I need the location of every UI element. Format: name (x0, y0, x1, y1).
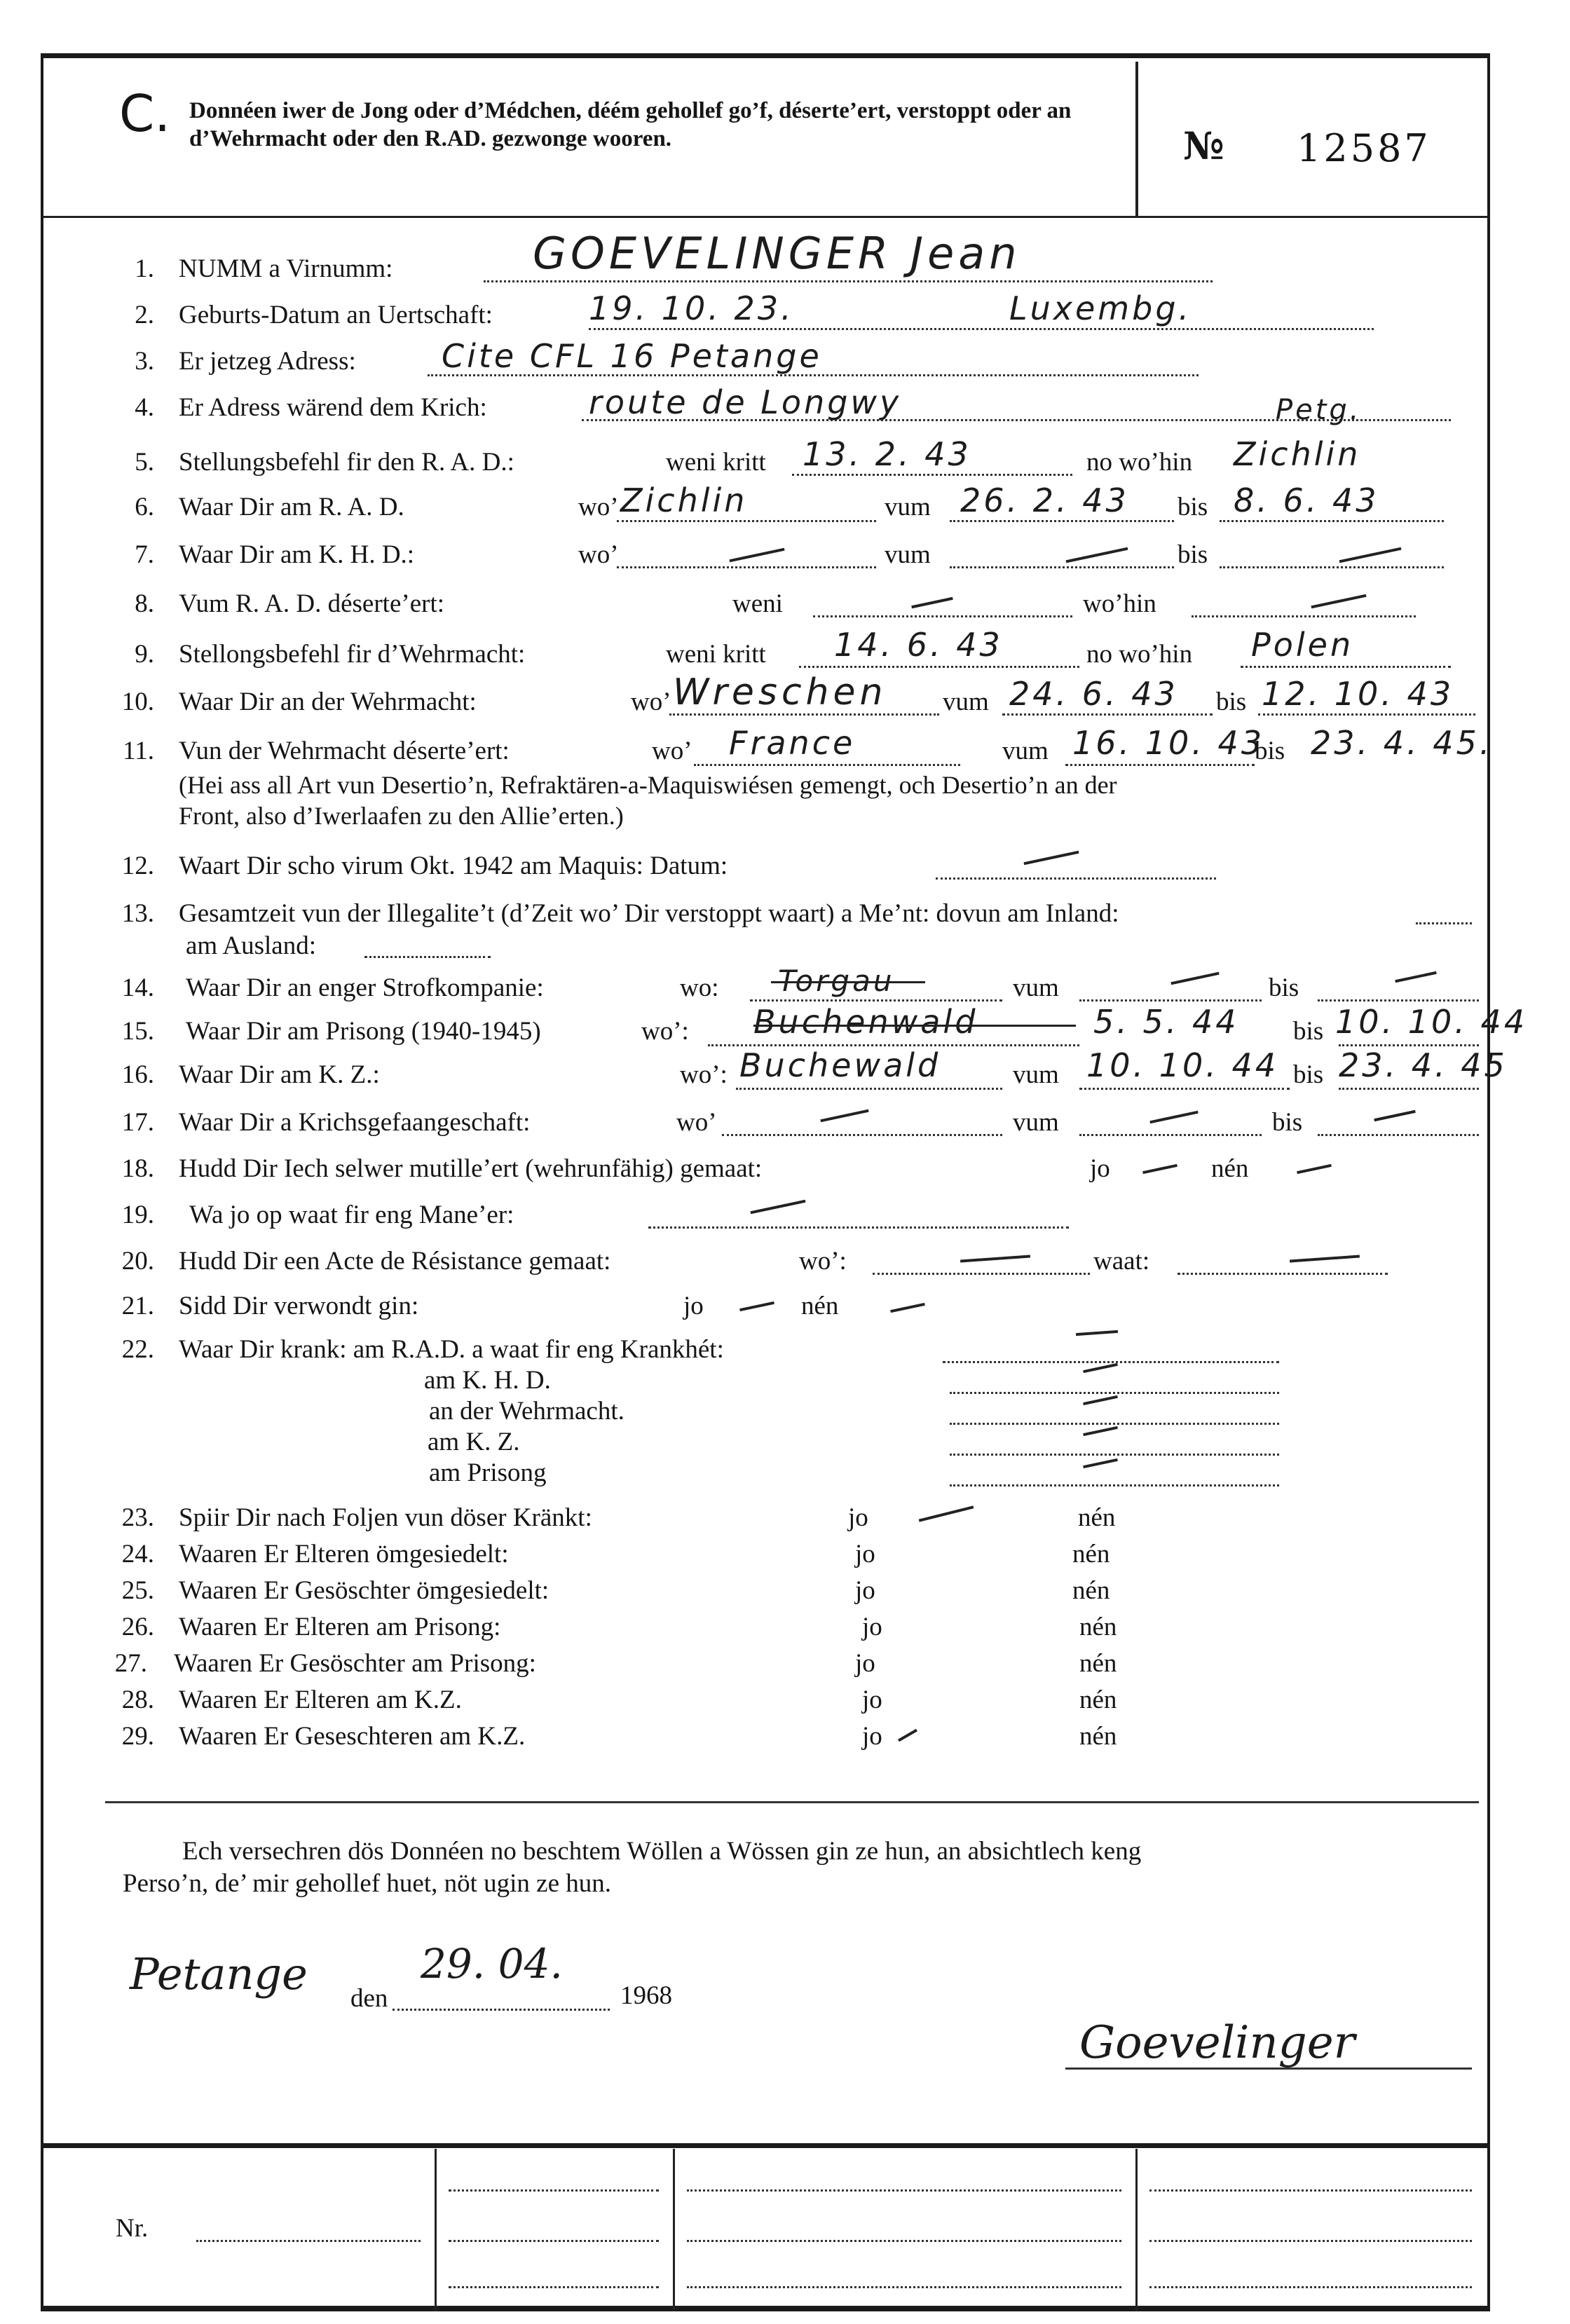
footer-column-divider (673, 2149, 675, 2311)
handwritten-rad-to: 8. 6. 43 (1234, 481, 1379, 519)
label-kz: Waar Dir am K. Z.: (179, 1060, 380, 1089)
label-address: Er jetzeg Adress: (179, 347, 356, 376)
handwritten-desertion-place: France (729, 724, 856, 762)
field-line (722, 1134, 1002, 1136)
label-prison: Waar Dir am Prisong (1940-1945) (186, 1017, 541, 1046)
label-wo: wo’: (641, 1017, 689, 1046)
label-vum: vum (1013, 1108, 1059, 1137)
label-den: den (350, 1984, 388, 2013)
strikethrough (771, 981, 925, 983)
desertion-note-line-2: Front, also d’Iwerlaafen zu den Allie’erten.) (179, 802, 624, 830)
label-vum: vum (1002, 737, 1049, 765)
label-ill-wehrmacht: an der Wehrmacht. (429, 1397, 624, 1426)
label-nen: nén (1072, 1576, 1110, 1605)
label-rad-deserted: Vum R. A. D. déserte’ert: (179, 589, 444, 618)
handwritten-rad-place: Zichlin (620, 481, 748, 519)
handwritten-rad-from: 26. 2. 43 (960, 481, 1129, 519)
row-number: 4. (135, 393, 154, 422)
row-number: 7. (135, 540, 154, 569)
label-khd: Waar Dir am K. H. D.: (179, 540, 415, 569)
number-symbol: № (1183, 123, 1224, 168)
label-rad: Waar Dir am R. A. D. (179, 493, 404, 521)
row-number: 15. (121, 1017, 154, 1046)
handwritten-wehrmacht-order-date: 14. 6. 43 (834, 626, 1003, 664)
footer-field (687, 2240, 1121, 2242)
year: 1968 (620, 1981, 672, 2010)
signature: Goevelinger (1079, 2017, 1356, 2069)
field-line (1178, 1273, 1388, 1275)
field-line (1079, 1088, 1290, 1090)
row-number: 14. (121, 973, 154, 1002)
form-title: Donnéen iwer de Jong oder d’Médchen, déém gehollef go’f, déserte’ert, verstoppt oder an d’Wehrmacht oder den R.AD. gezwonge wooren. (189, 98, 1072, 151)
handwritten-prison-to: 10. 10. 44 (1335, 1003, 1528, 1041)
label-siblings-prison: Waaren Er Gesöschter am Prisong: (174, 1649, 536, 1678)
header-rule (43, 216, 1487, 218)
row-number: 5. (135, 448, 154, 477)
row-number: 29. (121, 1722, 154, 1751)
label-jo: jo (862, 1613, 882, 1641)
label-wehrmacht-order: Stellongsbefehl fir d’Wehrmacht: (179, 640, 526, 669)
label-jo: jo (1090, 1154, 1110, 1183)
footer-column-divider (435, 2149, 437, 2311)
label-captivity: Waar Dir a Krichsgefaangeschaft: (179, 1108, 531, 1137)
label-consequences: Spiir Dir nach Foljen vun döser Kränkt: (179, 1503, 592, 1532)
row-number: 28. (121, 1686, 154, 1714)
handwritten-desertion-to: 23. 4. 45. (1311, 724, 1493, 762)
row-number: 9. (135, 640, 154, 669)
label-ill-kz: am K. Z. (428, 1428, 520, 1456)
field-line (950, 566, 1174, 568)
field-line (799, 666, 1079, 668)
section-letter: C. (119, 84, 171, 143)
handwritten-war-address: route de Longwy (589, 383, 902, 421)
label-parents-resettled: Waaren Er Elteren ömgesiedelt: (179, 1540, 509, 1568)
label-wehrmacht-deserted: Vun der Wehrmacht déserte’ert: (179, 737, 510, 765)
label-name: NUMM a Virnumm: (179, 254, 393, 283)
footer-field (196, 2240, 421, 2242)
footer-nr-label: Nr. (116, 2214, 149, 2243)
label-siblings-resettled: Waaren Er Gesöschter ömgesiedelt: (179, 1576, 550, 1605)
row-number: 27. (114, 1649, 147, 1678)
field-line (392, 2009, 610, 2011)
label-bis: bis (1269, 973, 1299, 1002)
row-number: 18. (121, 1154, 154, 1183)
label-no-wohin: no wo’hin (1086, 640, 1193, 669)
field-line (1416, 922, 1472, 924)
field-line (950, 1423, 1279, 1425)
label-birth: Geburts-Datum an Uertschaft: (179, 301, 493, 329)
footer-field (687, 2189, 1121, 2192)
label-ill-prison: am Prisong (429, 1458, 547, 1487)
label-bis: bis (1272, 1108, 1303, 1137)
label-wo: wo’ (578, 493, 619, 521)
label-nen: nén (1079, 1722, 1117, 1751)
row-number: 11. (123, 737, 154, 765)
field-line (1192, 615, 1416, 617)
handwritten-wehrmacht-from: 24. 6. 43 (1009, 675, 1178, 713)
row-number: 20. (121, 1247, 154, 1276)
row-number: 23. (121, 1503, 154, 1532)
label-nen: nén (1072, 1540, 1110, 1568)
field-line (943, 1361, 1279, 1363)
declaration-line-2: Perso’n, de’ mir gehollef huet, nöt ugin ze hun. (123, 1869, 612, 1898)
label-waat: waat: (1093, 1247, 1150, 1276)
handwritten-desertion-from: 16. 10. 43 (1072, 724, 1265, 762)
field-line (669, 713, 939, 716)
field-line (1339, 1088, 1479, 1090)
label-parents-prison: Waaren Er Elteren am Prisong: (179, 1613, 501, 1641)
field-line (950, 1454, 1279, 1456)
declaration-line-1: Ech versechren dös Donnéen no beschtem Wöllen a Wössen gin ze hun, an absichtlech keng (182, 1837, 1142, 1866)
desertion-note-line-1: (Hei ass all Art vun Desertio’n, Refraktären-a-Maquiswiésen gemengt, och Desertio’n an der (179, 771, 1117, 799)
footer-field (687, 2286, 1121, 2288)
label-vum: vum (885, 493, 931, 521)
field-line (484, 280, 1213, 282)
footer-field (449, 2286, 659, 2288)
label-wo: wo’: (799, 1247, 847, 1276)
label-ill: Waar Dir krank: am R.A.D. a waat fir eng Krankhét: (179, 1335, 724, 1364)
field-line (648, 1226, 1069, 1229)
field-line (1241, 666, 1451, 668)
field-line (736, 1088, 1002, 1090)
handwritten-prison-from: 5. 5. 44 (1093, 1003, 1239, 1041)
footer-column-divider (1135, 2149, 1138, 2311)
field-line (1079, 1134, 1262, 1136)
field-line (936, 877, 1216, 880)
label-ill-khd: am K. H. D. (424, 1366, 551, 1395)
label-vum: vum (1013, 973, 1059, 1002)
row-number: 17. (121, 1108, 154, 1137)
label-bis: bis (1178, 493, 1208, 521)
label-wo: wo: (680, 973, 719, 1002)
field-line (813, 615, 1072, 617)
label-wo: wo’: (680, 1060, 728, 1089)
label-bis: bis (1178, 540, 1208, 569)
label-wo: wo’ (631, 688, 671, 716)
row-number: 16. (121, 1060, 154, 1089)
label-nen: nén (1079, 1686, 1117, 1714)
label-bis: bis (1293, 1017, 1324, 1046)
row-number: 25. (121, 1576, 154, 1605)
label-wo: wo’ (676, 1108, 717, 1137)
field-line (1065, 764, 1255, 766)
label-bis: bis (1293, 1060, 1324, 1089)
label-wounded: Sidd Dir verwondt gin: (179, 1292, 419, 1320)
label-parents-kz: Waaren Er Elteren am K.Z. (179, 1686, 462, 1714)
row-number: 6. (135, 493, 154, 521)
label-jo: jo (683, 1292, 704, 1320)
label-abroad: am Ausland: (186, 931, 317, 960)
row-number: 10. (121, 688, 154, 716)
field-line (1318, 1134, 1479, 1136)
label-jo: jo (848, 1503, 868, 1532)
row-number: 19. (121, 1201, 154, 1229)
label-self-mutilation: Hudd Dir Iech selwer mutille’ert (wehrunfähig) gemaat: (179, 1154, 763, 1183)
field-line (1220, 566, 1444, 568)
signature-line (1065, 2067, 1472, 2070)
label-manner: Wa jo op waat fir eng Mane’er: (189, 1201, 514, 1229)
footer-field (1149, 2240, 1472, 2242)
row-number: 3. (135, 347, 154, 376)
label-weni-kritt: weni kritt (666, 640, 766, 669)
label-wo: wo’ (578, 540, 619, 569)
label-resistance: Hudd Dir een Acte de Résistance gemaat: (179, 1247, 611, 1276)
handwritten-kz-from: 10. 10. 44 (1086, 1046, 1279, 1084)
label-nen: nén (1079, 1649, 1117, 1678)
section-rule (105, 1801, 1479, 1803)
row-number: 1. (135, 254, 154, 283)
label-nen: nén (1079, 1613, 1117, 1641)
handwritten-birth-date: 19. 10. 23. (589, 289, 794, 327)
label-jo: jo (855, 1540, 875, 1568)
label-jo: jo (862, 1722, 882, 1751)
label-vum: vum (943, 688, 989, 716)
field-line (873, 1273, 1090, 1275)
label-weni: weni (732, 589, 783, 618)
label-punishment-company: Waar Dir an enger Strofkompanie: (186, 973, 544, 1002)
label-bis: bis (1216, 688, 1247, 716)
label-wo: wo’ (652, 737, 692, 765)
field-line (364, 956, 491, 958)
label-war-address: Er Adress wärend dem Krich: (179, 393, 487, 422)
handwritten-wehrmacht-to: 12. 10. 43 (1262, 675, 1454, 713)
row-number: 13. (121, 899, 154, 928)
row-number: 21. (121, 1292, 154, 1320)
label-no-wohin: no wo’hin (1086, 448, 1193, 477)
field-line (694, 764, 960, 766)
label-jo: jo (855, 1576, 875, 1605)
label-rad-order: Stellungsbefehl fir den R. A. D.: (179, 448, 514, 477)
handwritten-kz-to: 23. 4. 45 (1339, 1046, 1508, 1084)
label-nen: nén (801, 1292, 839, 1320)
handwritten-address: Cite CFL 16 Petange (442, 337, 822, 375)
handwritten-place: Petange (130, 1948, 308, 2000)
handwritten-wehrmacht-place: Wreschen (673, 671, 887, 713)
label-wehrmacht: Waar Dir an der Wehrmacht: (179, 688, 477, 716)
label-bis: bis (1255, 737, 1285, 765)
label-jo: jo (855, 1649, 875, 1678)
row-number: 8. (135, 589, 154, 618)
header-divider (1135, 62, 1138, 216)
handwritten-date: 29. 04. (421, 1940, 563, 1988)
field-line (617, 566, 876, 568)
field-line (950, 1484, 1279, 1486)
footer-field (1149, 2286, 1472, 2288)
row-number: 2. (135, 301, 154, 329)
label-wohin: wo’hin (1083, 589, 1156, 618)
row-number: 26. (121, 1613, 154, 1641)
label-nen: nén (1078, 1503, 1116, 1532)
footer-field (1149, 2189, 1472, 2192)
handwritten-wehrmacht-destination: Polen (1251, 626, 1354, 664)
footer-field (449, 2240, 659, 2242)
field-line (950, 1392, 1279, 1394)
label-illegality-total: Gesamtzeit vun der Illegalite’t (d’Zeit wo’ Dir verstoppt waart) a Me’nt: dovun am Inland: (179, 899, 1119, 928)
row-number: 22. (121, 1335, 154, 1364)
handwritten-prison-place: Buchenwald (753, 1003, 978, 1041)
strikethrough (753, 1025, 1076, 1027)
label-siblings-kz: Waaren Er Geseschteren am K.Z. (179, 1722, 526, 1751)
row-number: 12. (121, 852, 154, 880)
handwritten-name: GOEVELINGER Jean (533, 228, 1021, 279)
row-number: 24. (121, 1540, 154, 1568)
handwritten-war-address-extra: Petg. (1276, 394, 1362, 426)
handwritten-rad-order-date: 13. 2. 43 (803, 435, 971, 473)
handwritten-birth-place: Luxembg. (1009, 289, 1192, 327)
footer-field (449, 2189, 659, 2192)
label-vum: vum (1013, 1060, 1059, 1089)
footer-rule (43, 2143, 1487, 2148)
form-number: 12587 (1297, 126, 1431, 170)
handwritten-strofkompanie-place: Torgau (778, 964, 895, 998)
label-weni-kritt: weni kritt (666, 448, 766, 477)
handwritten-rad-destination: Zichlin (1234, 435, 1361, 473)
label-nen: nén (1211, 1154, 1249, 1183)
label-maquis-before: Waart Dir scho virum Okt. 1942 am Maquis: Datum: (179, 852, 728, 880)
handwritten-kz-place: Buchewald (739, 1046, 941, 1084)
label-jo: jo (862, 1686, 882, 1714)
label-vum: vum (885, 540, 931, 569)
